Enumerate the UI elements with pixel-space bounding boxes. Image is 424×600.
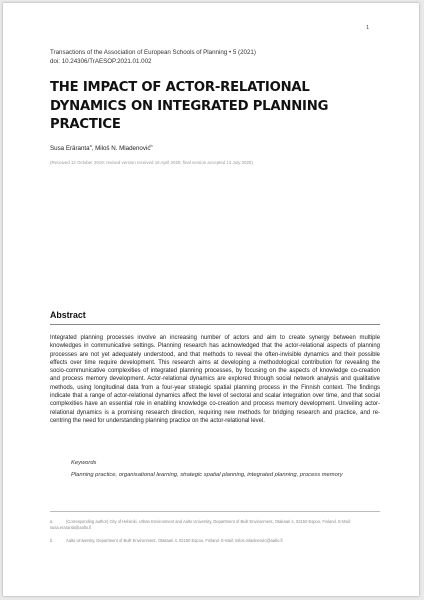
keywords-text: Planning practice, organisational learning, strategic spatial planning, integrated planning, process memory <box>71 472 343 478</box>
author-line <box>50 145 153 152</box>
footnote-a-text: (Corresponding author) City of Helsinki, Urban Environment and Aalto University, Department of Built Environment, Otakaari 4, 02150 Espoo, Finland. E-Mail: susa.eraranta@aalto.fi <box>50 519 351 531</box>
author-eraranta: Susa Eräranta <box>50 145 90 152</box>
page-number: 1 <box>366 25 369 31</box>
footnote-a-label: a. <box>50 519 54 524</box>
footnote-b-label: b. <box>50 538 54 543</box>
received-dates: (Received 12 October 2019; revised version received 16 April 2020; final version accepted 13 July 2020) <box>50 160 253 165</box>
abstract-text: Integrated planning processes involve an increasing number of actors and aim to create synergy between multiple knowledges in communicative settings. Planning research has acknowledged that the actor-relational aspects of planning processes are not yet adequately understood, and that methods to reveal the often-invisible dynamics and their possible effects over time require development. This research aims at developing a methodological contribution for revealing the socio-communicative complexities of integrated planning processes, by focusing on the aspects of knowledge co-creation and process memory development. Actor-relational dynamics are explored through social network analysis and qualitative methods, using longitudinal data from a four-year strategic spatial planning process in the Finnish context. The findings indicate that a range of actor-relational dynamics affect the level of sectoral and scalar integration over time, and that social complexities have an essential role in enabling knowledge co-creation and process memory development. Unveiling actor-relational dynamics is a promising research direction, requiring new methods for bridging research and practice, and re-centring the need for understanding planning practice on the actor-relational level. <box>50 335 380 424</box>
journal-header <box>50 49 380 66</box>
paper-page <box>3 3 419 596</box>
footnote-divider <box>50 511 380 512</box>
footnote-b-text: Aalto University, Department of Built Environment, Otakaari 4, 02150 Espoo, Finland. E-Mail: milos.mladenovic@aalto.fi <box>66 538 283 543</box>
article-title: THE IMPACT OF ACTOR-RELATIONAL DYNAMICS ON INTEGRATED PLANNING PRACTICE <box>50 80 329 132</box>
journal-doi: doi: 10.24306/TrAESOP.2021.01.002 <box>50 57 152 65</box>
footnote-a <box>50 519 380 532</box>
journal-name: Transactions of the Association of European Schools of Planning • 5 (2021) <box>50 49 256 56</box>
author-mladenovic: Miloš N. Mladenović <box>95 145 151 152</box>
author-eraranta-affiliation-mark: a <box>89 143 92 148</box>
abstract-divider <box>50 324 380 325</box>
keywords-label: Keywords <box>71 460 97 466</box>
author-separator: , <box>91 145 96 152</box>
footnote-b <box>50 538 380 544</box>
author-mladenovic-affiliation-mark: b <box>150 143 153 148</box>
abstract-heading: Abstract <box>50 310 86 320</box>
